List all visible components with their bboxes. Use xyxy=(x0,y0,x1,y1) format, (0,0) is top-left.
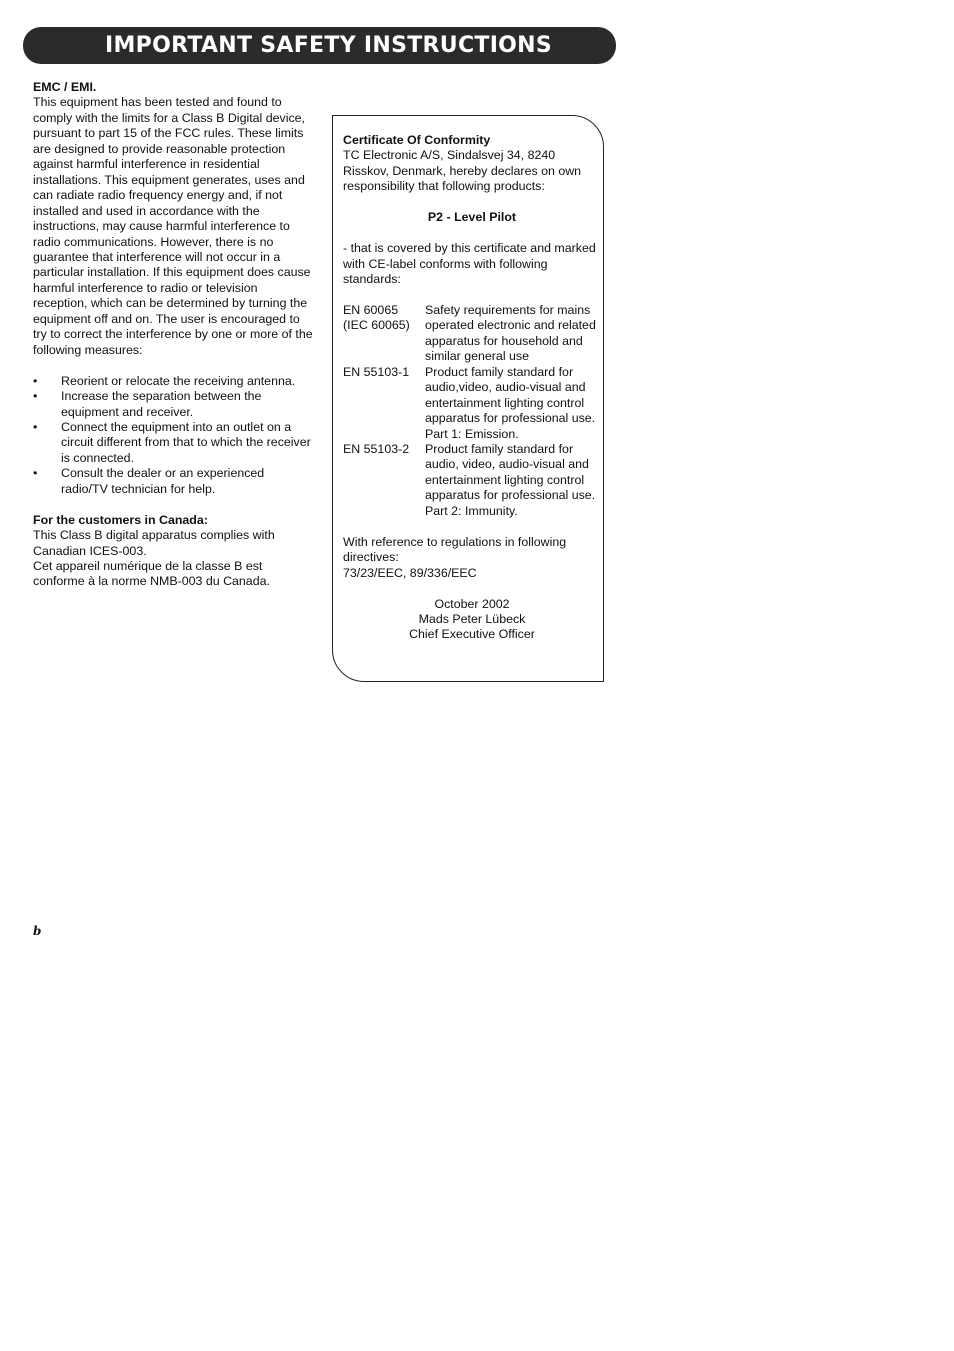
emc-section xyxy=(33,80,313,590)
list-item: • Connect the equipment into an outlet on a circuit different from that to which the receiver is connected. xyxy=(33,419,311,465)
measures-list xyxy=(33,374,313,498)
page-title: IMPORTANT SAFETY INSTRUCTIONS xyxy=(105,33,553,58)
certificate-date: October 2002 xyxy=(434,596,510,611)
bullet-icon: • xyxy=(33,373,38,388)
canada-heading: For the customers in Canada: xyxy=(33,512,208,527)
bullet-icon: • xyxy=(33,419,38,434)
standard-description: Safety requirements for mains operated electronic and related apparatus for household and similar general use xyxy=(425,302,596,364)
certificate-content xyxy=(343,133,601,643)
standard-row xyxy=(343,442,601,519)
title-banner xyxy=(23,27,616,64)
bullet-icon: • xyxy=(33,389,38,404)
standard-row xyxy=(343,303,601,365)
certificate-intro: TC Electronic A/S, Sindalsvej 34, 8240 Risskov, Denmark, hereby declares on own responsibility that following products: xyxy=(343,148,582,194)
product-name: P2 - Level Pilot xyxy=(427,210,517,225)
canada-french: Cet appareil numérique de la classe B est conforme à la norme NMB-003 du Canada. xyxy=(33,559,270,589)
standard-code: EN 55103-1 xyxy=(343,364,410,379)
signer-title: Chief Executive Officer xyxy=(409,627,535,642)
canada-english: This Class B digital apparatus complies with Canadian ICES-003. xyxy=(33,528,275,558)
emc-heading: EMC / EMI. xyxy=(33,80,97,94)
page-marker: b xyxy=(33,924,42,938)
list-item: • Increase the separation between the equipment and receiver. xyxy=(33,389,262,419)
list-item: • Reorient or relocate the receiving antenna. xyxy=(33,373,296,388)
standard-description: Product family standard for audio,video, audio-visual and entertainment lighting control apparatus for professional use. Part 1: Emission. xyxy=(425,364,596,441)
certificate-heading: Certificate Of Conformity xyxy=(343,133,491,147)
standard-code: EN 55103-2 xyxy=(343,442,410,457)
directives-list: 73/23/EEC, 89/336/EEC xyxy=(343,565,477,580)
emc-body: This equipment has been tested and found to comply with the limits for a Class B Digital device, pursuant to part 15 of the FCC rules. These limits are designed to provide reasonable protection against harmful interference in residential installations. This equipment generates, uses and can radiate radio frequency energy and, if not installed and used in accordance with the instructions, may cause harmful interference to radio communications. However, there is no guarantee that interference will not occur in a particular installation. If this equipment does cause harmful interference to radio or television reception, which can be determined by turning the equipment off and on. The user is encouraged to try to correct the interference by one or more of the following measures: xyxy=(33,95,313,357)
standard-code-alt: (IEC 60065) xyxy=(343,318,410,333)
standard-row xyxy=(343,365,601,442)
bullet-icon: • xyxy=(33,466,38,481)
certificate-covered: - that is covered by this certificate and marked with CE-label conforms with following standards: xyxy=(343,241,596,287)
directives-reference: With reference to regulations in following directives: xyxy=(343,534,567,565)
signer-name: Mads Peter Lübeck xyxy=(418,611,526,626)
standard-description: Product family standard for audio, video, audio-visual and entertainment lighting control apparatus for professional use. Part 2: Immunity. xyxy=(425,442,596,518)
list-item: • Consult the dealer or an experienced radio/TV technician for help. xyxy=(33,466,265,496)
standard-code: EN 60065 xyxy=(343,302,399,317)
